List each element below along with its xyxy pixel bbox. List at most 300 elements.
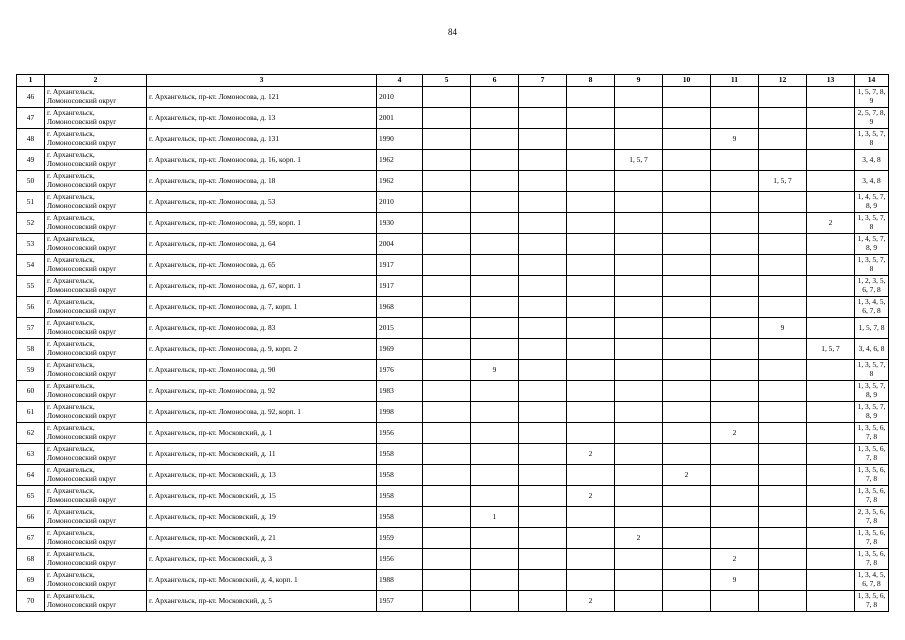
table-row xyxy=(17,318,889,339)
column-12-cell xyxy=(759,360,807,381)
column-13-cell xyxy=(807,150,855,171)
address-cell: г. Архангельск, пр-кт. Московский, д. 21 xyxy=(147,528,377,549)
column-5-cell xyxy=(423,87,471,108)
column-12-cell xyxy=(759,129,807,150)
year-cell: 1917 xyxy=(377,276,423,297)
column-6-cell xyxy=(471,171,519,192)
column-11-cell xyxy=(711,276,759,297)
column-10-cell xyxy=(663,423,711,444)
column-12-cell xyxy=(759,486,807,507)
address-cell: г. Архангельск, пр-кт. Московский, д. 3 xyxy=(147,549,377,570)
district-cell xyxy=(45,87,147,108)
column-9-cell xyxy=(615,486,663,507)
row-number-cell: 68 xyxy=(17,549,45,570)
column-7-cell xyxy=(519,297,567,318)
year-cell: 2015 xyxy=(377,318,423,339)
address-cell: г. Архангельск, пр-кт. Ломоносова, д. 131 xyxy=(147,129,377,150)
column-12-cell xyxy=(759,507,807,528)
column-14-cell: 1, 3, 5, 6, 7, 8 xyxy=(855,444,889,465)
column-13-cell xyxy=(807,171,855,192)
column-7-cell xyxy=(519,486,567,507)
column-11-cell xyxy=(711,381,759,402)
column-6-cell xyxy=(471,150,519,171)
column-7-cell xyxy=(519,150,567,171)
column-14-cell: 1, 3, 4, 5, 6, 7, 8 xyxy=(855,570,889,591)
district-line: Ломоносовский округ xyxy=(47,495,117,504)
column-9-cell xyxy=(615,129,663,150)
district-line: г. Архангельск, xyxy=(47,549,95,559)
column-header-11: 11 xyxy=(711,75,759,87)
column-14-cell: 1, 3, 4, 5, 6, 7, 8 xyxy=(855,297,889,318)
table-body xyxy=(17,87,889,612)
year-cell: 1968 xyxy=(377,297,423,318)
column-10-cell xyxy=(663,381,711,402)
column-6-cell: 9 xyxy=(471,360,519,381)
column-7-cell xyxy=(519,339,567,360)
row-number-cell: 67 xyxy=(17,528,45,549)
district-line: Ломоносовский округ xyxy=(47,411,117,420)
column-5-cell xyxy=(423,570,471,591)
column-11-cell: 2 xyxy=(711,549,759,570)
district-line: Ломоносовский округ xyxy=(47,306,117,315)
column-5-cell xyxy=(423,192,471,213)
district-cell xyxy=(45,192,147,213)
row-number-cell: 48 xyxy=(17,129,45,150)
column-10-cell xyxy=(663,255,711,276)
column-6-cell xyxy=(471,297,519,318)
district-line: Ломоносовский округ xyxy=(47,201,117,210)
column-6-cell xyxy=(471,318,519,339)
district-line: Ломоносовский округ xyxy=(47,558,117,567)
column-6-cell xyxy=(471,339,519,360)
column-9-cell xyxy=(615,444,663,465)
column-10-cell xyxy=(663,297,711,318)
column-7-cell xyxy=(519,213,567,234)
row-number-cell: 54 xyxy=(17,255,45,276)
column-14-cell: 1, 3, 5, 7, 8, 9 xyxy=(855,402,889,423)
column-5-cell xyxy=(423,591,471,612)
column-8-cell xyxy=(567,150,615,171)
column-9-cell xyxy=(615,402,663,423)
column-14-cell: 1, 3, 5, 7, 8 xyxy=(855,255,889,276)
column-10-cell xyxy=(663,171,711,192)
column-11-cell xyxy=(711,402,759,423)
address-cell: г. Архангельск, пр-кт. Ломоносова, д. 7, корп. 1 xyxy=(147,297,377,318)
table-row xyxy=(17,297,889,318)
column-13-cell xyxy=(807,465,855,486)
address-cell: г. Архангельск, пр-кт. Ломоносова, д. 83 xyxy=(147,318,377,339)
column-header-3: 3 xyxy=(147,75,377,87)
column-9-cell xyxy=(615,381,663,402)
column-12-cell xyxy=(759,255,807,276)
column-11-cell xyxy=(711,444,759,465)
column-8-cell xyxy=(567,276,615,297)
district-line: г. Архангельск, xyxy=(47,171,95,181)
row-number-cell: 62 xyxy=(17,423,45,444)
column-5-cell xyxy=(423,528,471,549)
column-12-cell xyxy=(759,528,807,549)
district-line: г. Архангельск, xyxy=(47,381,95,391)
column-13-cell xyxy=(807,297,855,318)
column-9-cell xyxy=(615,507,663,528)
column-header-9: 9 xyxy=(615,75,663,87)
row-number-cell: 58 xyxy=(17,339,45,360)
column-12-cell xyxy=(759,339,807,360)
column-9-cell xyxy=(615,591,663,612)
column-8-cell xyxy=(567,360,615,381)
column-6-cell xyxy=(471,276,519,297)
column-14-cell: 2, 5, 7, 8, 9 xyxy=(855,108,889,129)
district-line: г. Архангельск, xyxy=(47,444,95,454)
column-9-cell xyxy=(615,192,663,213)
column-14-cell: 1, 3, 5, 6, 7, 8 xyxy=(855,549,889,570)
column-14-cell: 3, 4, 8 xyxy=(855,150,889,171)
column-7-cell xyxy=(519,528,567,549)
district-line: г. Архангельск, xyxy=(47,297,95,307)
district-line: Ломоносовский округ xyxy=(47,138,117,147)
table-row xyxy=(17,423,889,444)
column-11-cell xyxy=(711,150,759,171)
column-header-10: 10 xyxy=(663,75,711,87)
column-5-cell xyxy=(423,360,471,381)
column-5-cell xyxy=(423,339,471,360)
district-line: Ломоносовский округ xyxy=(47,453,117,462)
row-number-cell: 56 xyxy=(17,297,45,318)
row-number-cell: 50 xyxy=(17,171,45,192)
column-6-cell xyxy=(471,87,519,108)
column-10-cell xyxy=(663,318,711,339)
column-10-cell xyxy=(663,402,711,423)
column-11-cell xyxy=(711,234,759,255)
column-12-cell xyxy=(759,108,807,129)
row-number-cell: 70 xyxy=(17,591,45,612)
column-12-cell xyxy=(759,465,807,486)
year-cell: 1962 xyxy=(377,171,423,192)
column-13-cell xyxy=(807,528,855,549)
column-7-cell xyxy=(519,87,567,108)
table-row xyxy=(17,570,889,591)
column-14-cell: 1, 3, 5, 6, 7, 8 xyxy=(855,486,889,507)
column-5-cell xyxy=(423,486,471,507)
column-11-cell xyxy=(711,318,759,339)
column-12-cell xyxy=(759,381,807,402)
column-6-cell xyxy=(471,528,519,549)
column-11-cell xyxy=(711,360,759,381)
column-7-cell xyxy=(519,570,567,591)
column-11-cell: 2 xyxy=(711,423,759,444)
column-10-cell xyxy=(663,360,711,381)
table-row xyxy=(17,255,889,276)
district-cell xyxy=(45,234,147,255)
column-8-cell xyxy=(567,528,615,549)
column-14-cell: 1, 4, 5, 7, 8, 9 xyxy=(855,234,889,255)
column-10-cell xyxy=(663,129,711,150)
address-cell: г. Архангельск, пр-кт. Московский, д. 4, корп. 1 xyxy=(147,570,377,591)
column-13-cell xyxy=(807,549,855,570)
table-row xyxy=(17,381,889,402)
district-line: г. Архангельск, xyxy=(47,318,95,328)
district-line: Ломоносовский округ xyxy=(47,117,117,126)
district-line: г. Архангельск, xyxy=(47,150,95,160)
column-header-1: 1 xyxy=(17,75,45,87)
column-5-cell xyxy=(423,444,471,465)
column-8-cell xyxy=(567,129,615,150)
column-6-cell xyxy=(471,486,519,507)
column-12-cell xyxy=(759,423,807,444)
column-8-cell xyxy=(567,507,615,528)
column-12-cell xyxy=(759,192,807,213)
year-cell: 1958 xyxy=(377,465,423,486)
column-13-cell xyxy=(807,192,855,213)
address-cell: г. Архангельск, пр-кт. Ломоносова, д. 59, корп. 1 xyxy=(147,213,377,234)
column-7-cell xyxy=(519,465,567,486)
district-cell xyxy=(45,465,147,486)
address-cell: г. Архангельск, пр-кт. Московский, д. 1 xyxy=(147,423,377,444)
column-9-cell xyxy=(615,171,663,192)
column-14-cell: 1, 3, 5, 7, 8 xyxy=(855,129,889,150)
column-12-cell xyxy=(759,213,807,234)
district-cell xyxy=(45,423,147,444)
column-6-cell: 1 xyxy=(471,507,519,528)
table-row xyxy=(17,276,889,297)
district-cell xyxy=(45,129,147,150)
column-9-cell: 2 xyxy=(615,528,663,549)
district-cell xyxy=(45,171,147,192)
column-13-cell xyxy=(807,234,855,255)
district-line: г. Архангельск, xyxy=(47,234,95,244)
column-13-cell: 2 xyxy=(807,213,855,234)
column-header-6: 6 xyxy=(471,75,519,87)
district-cell xyxy=(45,381,147,402)
column-5-cell xyxy=(423,507,471,528)
district-line: Ломоносовский округ xyxy=(47,285,117,294)
column-9-cell xyxy=(615,423,663,444)
column-12-cell xyxy=(759,402,807,423)
year-cell: 1956 xyxy=(377,549,423,570)
row-number-cell: 65 xyxy=(17,486,45,507)
district-cell xyxy=(45,444,147,465)
column-13-cell xyxy=(807,129,855,150)
column-11-cell: 9 xyxy=(711,570,759,591)
row-number-cell: 47 xyxy=(17,108,45,129)
district-line: Ломоносовский округ xyxy=(47,264,117,273)
column-6-cell xyxy=(471,234,519,255)
district-line: Ломоносовский округ xyxy=(47,516,117,525)
column-9-cell xyxy=(615,108,663,129)
district-line: г. Архангельск, xyxy=(47,591,95,601)
district-line: г. Архангельск, xyxy=(47,528,95,538)
row-number-cell: 64 xyxy=(17,465,45,486)
column-14-cell: 3, 4, 6, 8 xyxy=(855,339,889,360)
column-10-cell xyxy=(663,570,711,591)
column-11-cell xyxy=(711,465,759,486)
column-8-cell xyxy=(567,171,615,192)
column-header-7: 7 xyxy=(519,75,567,87)
column-7-cell xyxy=(519,381,567,402)
row-number-cell: 55 xyxy=(17,276,45,297)
year-cell: 1958 xyxy=(377,486,423,507)
column-10-cell xyxy=(663,234,711,255)
district-cell xyxy=(45,570,147,591)
column-14-cell: 1, 4, 5, 7, 8, 9 xyxy=(855,192,889,213)
column-8-cell xyxy=(567,465,615,486)
column-6-cell xyxy=(471,402,519,423)
column-7-cell xyxy=(519,108,567,129)
address-cell: г. Архангельск, пр-кт. Ломоносова, д. 92, корп. 1 xyxy=(147,402,377,423)
district-line: Ломоносовский округ xyxy=(47,159,117,168)
row-number-cell: 46 xyxy=(17,87,45,108)
column-7-cell xyxy=(519,423,567,444)
district-line: г. Архангельск, xyxy=(47,570,95,580)
column-8-cell xyxy=(567,108,615,129)
column-header-2: 2 xyxy=(45,75,147,87)
column-10-cell xyxy=(663,339,711,360)
column-10-cell: 2 xyxy=(663,465,711,486)
column-13-cell: 1, 5, 7 xyxy=(807,339,855,360)
address-cell: г. Архангельск, пр-кт. Ломоносова, д. 65 xyxy=(147,255,377,276)
column-11-cell xyxy=(711,528,759,549)
column-12-cell xyxy=(759,570,807,591)
year-cell: 1958 xyxy=(377,507,423,528)
year-cell: 1958 xyxy=(377,444,423,465)
district-cell xyxy=(45,402,147,423)
table-row xyxy=(17,234,889,255)
year-cell: 1930 xyxy=(377,213,423,234)
column-14-cell: 1, 3, 5, 7, 8 xyxy=(855,213,889,234)
column-6-cell xyxy=(471,255,519,276)
row-number-cell: 53 xyxy=(17,234,45,255)
column-13-cell xyxy=(807,360,855,381)
column-6-cell xyxy=(471,192,519,213)
column-header-14: 14 xyxy=(855,75,889,87)
table-row xyxy=(17,549,889,570)
district-cell xyxy=(45,276,147,297)
column-7-cell xyxy=(519,255,567,276)
row-number-cell: 69 xyxy=(17,570,45,591)
address-cell: г. Архангельск, пр-кт. Ломоносова, д. 9, корп. 2 xyxy=(147,339,377,360)
column-9-cell xyxy=(615,318,663,339)
year-cell: 1962 xyxy=(377,150,423,171)
district-line: г. Архангельск, xyxy=(47,276,95,286)
column-8-cell xyxy=(567,87,615,108)
column-6-cell xyxy=(471,465,519,486)
column-13-cell xyxy=(807,108,855,129)
district-line: Ломоносовский округ xyxy=(47,327,117,336)
address-cell: г. Архангельск, пр-кт. Московский, д. 11 xyxy=(147,444,377,465)
district-cell xyxy=(45,486,147,507)
column-14-cell: 1, 3, 5, 6, 7, 8 xyxy=(855,465,889,486)
column-12-cell xyxy=(759,444,807,465)
address-cell: г. Архангельск, пр-кт. Ломоносова, д. 16, корп. 1 xyxy=(147,150,377,171)
address-cell: г. Архангельск, пр-кт. Ломоносова, д. 121 xyxy=(147,87,377,108)
column-7-cell xyxy=(519,444,567,465)
district-line: г. Архангельск, xyxy=(47,507,95,517)
column-6-cell xyxy=(471,570,519,591)
year-cell: 1956 xyxy=(377,423,423,444)
address-cell: г. Архангельск, пр-кт. Ломоносова, д. 67, корп. 1 xyxy=(147,276,377,297)
column-10-cell xyxy=(663,444,711,465)
column-5-cell xyxy=(423,171,471,192)
column-6-cell xyxy=(471,108,519,129)
row-number-cell: 51 xyxy=(17,192,45,213)
table-row xyxy=(17,444,889,465)
column-9-cell xyxy=(615,234,663,255)
column-9-cell xyxy=(615,255,663,276)
column-10-cell xyxy=(663,591,711,612)
year-cell: 1957 xyxy=(377,591,423,612)
column-7-cell xyxy=(519,171,567,192)
column-13-cell xyxy=(807,276,855,297)
district-cell xyxy=(45,255,147,276)
column-11-cell xyxy=(711,255,759,276)
district-cell xyxy=(45,507,147,528)
table-row xyxy=(17,129,889,150)
district-cell xyxy=(45,297,147,318)
column-14-cell: 1, 5, 7, 8 xyxy=(855,318,889,339)
district-line: Ломоносовский округ xyxy=(47,180,117,189)
table-row xyxy=(17,150,889,171)
district-line: г. Архангельск, xyxy=(47,108,95,118)
column-13-cell xyxy=(807,381,855,402)
year-cell: 2004 xyxy=(377,234,423,255)
year-cell: 1998 xyxy=(377,402,423,423)
column-8-cell xyxy=(567,255,615,276)
district-cell xyxy=(45,213,147,234)
district-line: Ломоносовский округ xyxy=(47,537,117,546)
address-cell: г. Архангельск, пр-кт. Ломоносова, д. 53 xyxy=(147,192,377,213)
district-line: г. Архангельск, xyxy=(47,465,95,475)
column-5-cell xyxy=(423,213,471,234)
district-cell xyxy=(45,591,147,612)
housing-registry-table xyxy=(16,74,889,612)
column-7-cell xyxy=(519,507,567,528)
district-line: г. Архангельск, xyxy=(47,192,95,202)
column-5-cell xyxy=(423,234,471,255)
column-header-12: 12 xyxy=(759,75,807,87)
column-8-cell xyxy=(567,213,615,234)
column-11-cell xyxy=(711,87,759,108)
district-cell xyxy=(45,339,147,360)
column-12-cell xyxy=(759,87,807,108)
district-cell xyxy=(45,108,147,129)
column-7-cell xyxy=(519,549,567,570)
column-11-cell xyxy=(711,339,759,360)
column-11-cell xyxy=(711,486,759,507)
column-8-cell xyxy=(567,402,615,423)
column-11-cell xyxy=(711,108,759,129)
column-11-cell xyxy=(711,213,759,234)
header-row xyxy=(17,75,889,87)
column-7-cell xyxy=(519,591,567,612)
column-10-cell xyxy=(663,192,711,213)
column-5-cell xyxy=(423,108,471,129)
column-11-cell: 9 xyxy=(711,129,759,150)
column-8-cell: 2 xyxy=(567,486,615,507)
district-line: Ломоносовский округ xyxy=(47,243,117,252)
column-10-cell xyxy=(663,276,711,297)
column-13-cell xyxy=(807,318,855,339)
year-cell: 1917 xyxy=(377,255,423,276)
column-5-cell xyxy=(423,549,471,570)
district-line: Ломоносовский округ xyxy=(47,96,117,105)
column-10-cell xyxy=(663,108,711,129)
year-cell: 2010 xyxy=(377,87,423,108)
column-13-cell xyxy=(807,444,855,465)
column-12-cell xyxy=(759,297,807,318)
year-cell: 2010 xyxy=(377,192,423,213)
column-7-cell xyxy=(519,276,567,297)
column-13-cell xyxy=(807,591,855,612)
